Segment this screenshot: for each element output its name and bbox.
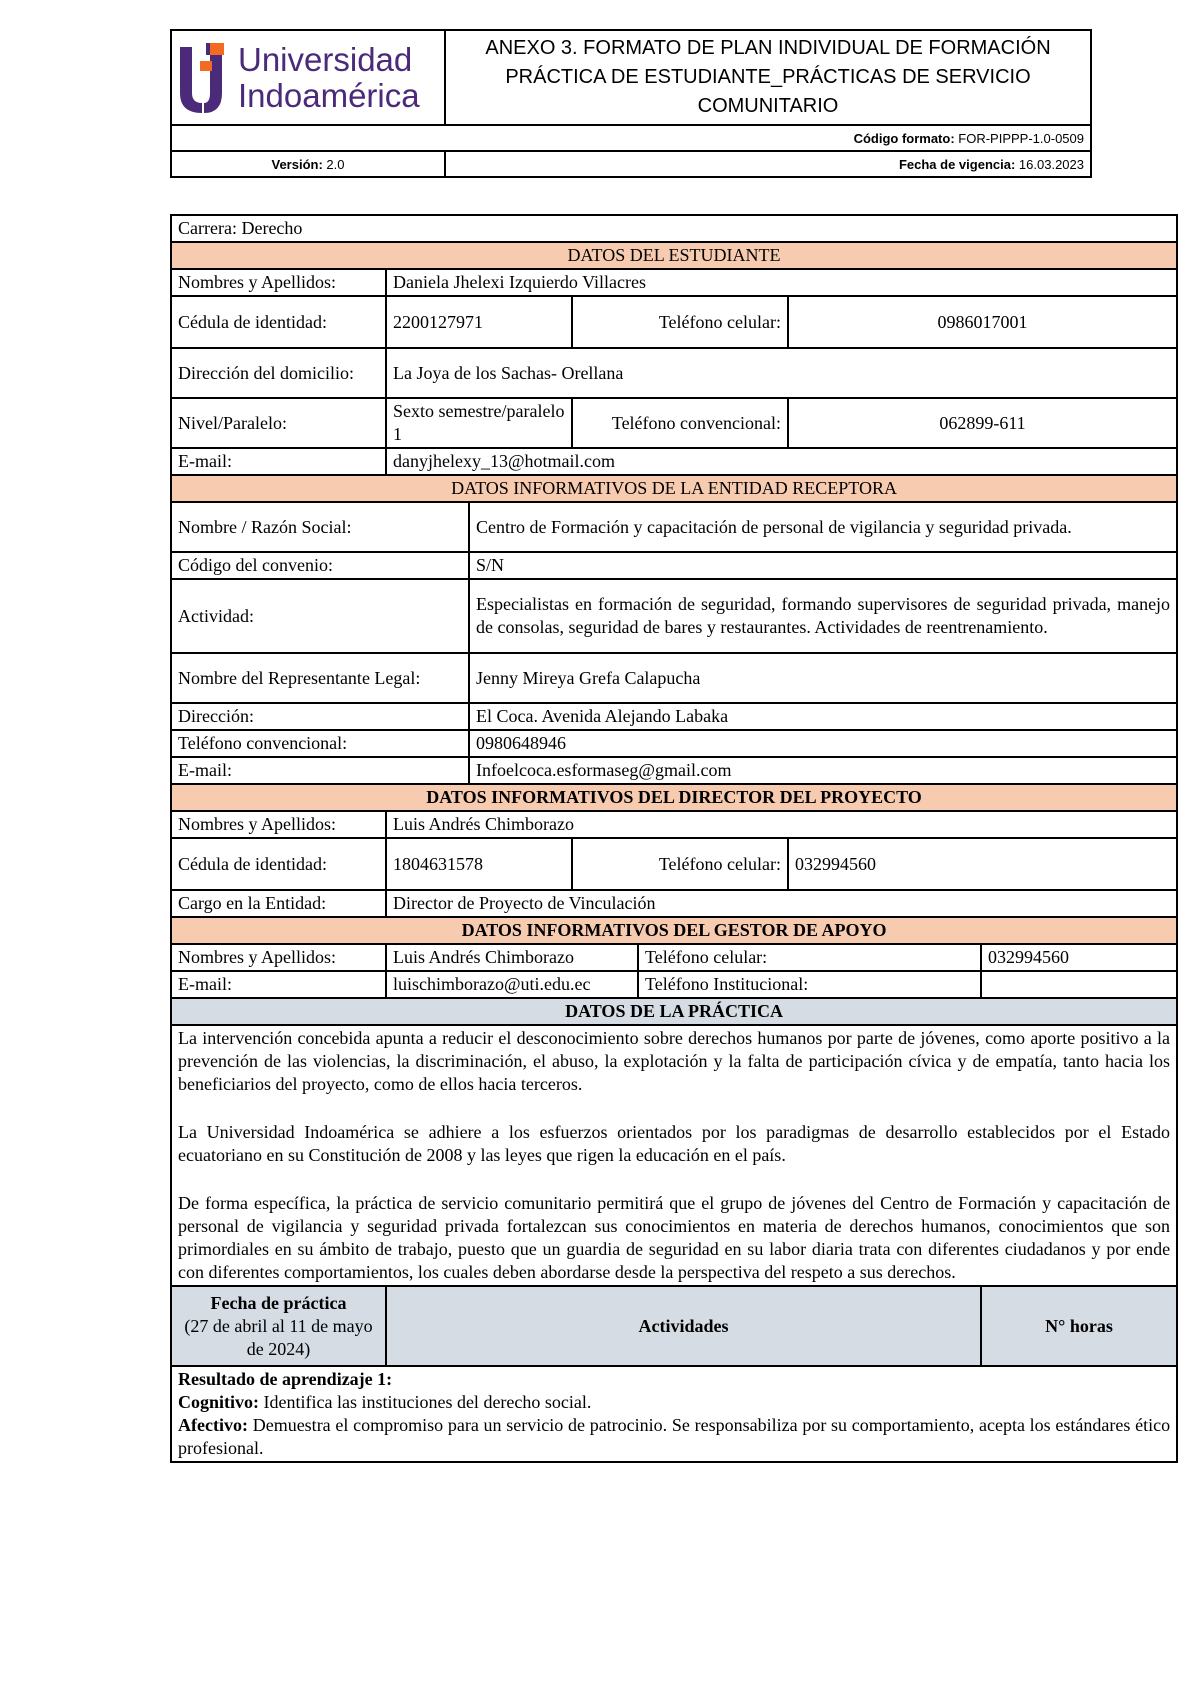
value-director-cargo: Director de Proyecto de Vinculación [386,890,1177,917]
label-direccion: Dirección del domicilio: [171,348,386,398]
section-estudiante: DATOS DEL ESTUDIANTE [171,242,1177,269]
university-name-line2: Indoamérica [238,76,420,114]
value-direccion: La Joya de los Sachas- Orellana [386,348,1177,398]
label-email-estudiante: E-mail: [171,448,386,475]
value-representante: Jenny Mireya Grefa Calapucha [469,653,1177,703]
practica-paragraph-3: De forma específica, la práctica de servicio comunitario permitirá que el grupo de jóvenes del Centro de Formación y capacitación de personal de vigilancia y seguridad privada fortalezcan sus conocimientos en materia de derechos humanos, conocimientos que son primordiales en su ámbito de trabajo, puesto que un guardia de seguridad en su labor diaria trata con diferentes ciudadanos y por ende con diferentes comportamientos, los cuales deben abordarse desde la perspectiva del respeto a sus derechos. [178,1193,1171,1282]
document-title: ANEXO 3. FORMATO DE PLAN INDIVIDUAL DE FORMACIÓN PRÁCTICA DE ESTUDIANTE_PRÁCTICAS DE SERVICIO COMUNITARIO [445,30,1091,125]
label-gestor-email: E-mail: [171,971,386,998]
logo-cell [171,30,445,125]
value-direccion-entidad: El Coca. Avenida Alejando Labaka [469,703,1177,730]
label-director-cargo: Cargo en la Entidad: [171,890,386,917]
label-representante: Nombre del Representante Legal: [171,653,469,703]
vigencia-label: Fecha de vigencia: [898,156,1016,172]
section-gestor: DATOS INFORMATIVOS DEL GESTOR DE APOYO [171,917,1177,944]
label-gestor-institucional: Teléfono Institucional: [638,971,981,998]
label-nivel: Nivel/Paralelo: [171,398,386,448]
label-cedula: Cédula de identidad: [171,296,386,348]
horas-header: N° horas [981,1286,1177,1366]
label-gestor-nombres: Nombres y Apellidos: [171,944,386,971]
label-convenio: Código del convenio: [171,552,469,579]
document-header [170,29,1092,178]
label-convencional: Teléfono convencional: [572,398,788,448]
vigencia-value: 16.03.2023 [1018,156,1084,172]
value-razon-social: Centro de Formación y capacitación de personal de vigilancia y seguridad privada. [469,502,1177,552]
actividades-header: Actividades [386,1286,981,1366]
section-director: DATOS INFORMATIVOS DEL DIRECTOR DEL PROYECTO [171,784,1177,811]
practica-description [171,1025,1177,1286]
label-actividad: Actividad: [171,579,469,653]
value-telefono-entidad: 0980648946 [469,730,1177,757]
version-value: 2.0 [326,156,345,172]
afectivo-line [178,1414,1170,1460]
practica-paragraph-2: La Universidad Indoamérica se adhiere a los esfuerzos orientados por los paradigmas de desarrollo establecidos por el Estado ecuatoriano en su Constitución de 2008 y las leyes que rigen la educación en el país. [178,1122,1171,1165]
cognitivo-line [178,1391,1170,1414]
version-label: Versión: [271,156,323,172]
section-entidad: DATOS INFORMATIVOS DE LA ENTIDAD RECEPTORA [171,475,1177,502]
value-gestor-nombres: Luis Andrés Chimborazo [386,944,638,971]
codigo-label: Código formato: [853,130,955,146]
cognitivo-value: Identifica las instituciones del derecho social. [263,1392,592,1412]
resultado-label: Resultado de aprendizaje 1: [178,1369,393,1389]
afectivo-label: Afectivo: [178,1415,248,1435]
label-telefono-entidad: Teléfono convencional: [171,730,469,757]
value-director-cedula: 1804631578 [386,838,572,890]
value-director-nombres: Luis Andrés Chimborazo [386,811,1177,838]
label-gestor-celular: Teléfono celular: [638,944,981,971]
value-director-celular: 032994560 [788,838,1177,890]
value-celular: 0986017001 [788,296,1177,348]
carrera: Carrera: Derecho [171,215,1177,242]
value-nombres: Daniela Jhelexi Izquierdo Villacres [386,269,1177,296]
afectivo-value: Demuestra el compromiso para un servicio de patrocinio. Se responsabiliza por su comportamiento, acepta los estándares ético profesional. [178,1415,1171,1458]
value-gestor-institucional [981,971,1177,998]
value-gestor-celular: 032994560 [981,944,1177,971]
label-nombres: Nombres y Apellidos: [171,269,386,296]
value-convenio: S/N [469,552,1177,579]
label-razon-social: Nombre / Razón Social: [171,502,469,552]
plan-form [170,214,1178,1463]
university-name-line1: Universidad [238,40,413,78]
value-actividad: Especialistas en formación de seguridad, formando supervisores de seguridad privada, manejo de consolas, seguridad de bares y restaurantes. Actividades de reentrenamiento. [469,579,1177,653]
fecha-practica-label: Fecha de práctica [210,1292,347,1313]
value-nivel: Sexto semestre/paralelo 1 [386,398,572,448]
label-director-cedula: Cédula de identidad: [171,838,386,890]
label-celular: Teléfono celular: [572,296,788,348]
value-email-estudiante: danyjhelexy_13@hotmail.com [386,448,1177,475]
section-practica: DATOS DE LA PRÁCTICA [171,998,1177,1025]
resultado-aprendizaje [171,1366,1177,1462]
fecha-vigencia [445,151,1091,177]
codigo-formato [171,125,1091,151]
label-direccion-entidad: Dirección: [171,703,469,730]
label-director-nombres: Nombres y Apellidos: [171,811,386,838]
codigo-value: FOR-PIPPP-1.0-0509 [958,130,1084,146]
cognitivo-label: Cognitivo: [178,1392,259,1412]
university-logo-icon [178,41,228,115]
practica-paragraph-1: La intervención concebida apunta a reducir el desconocimiento sobre derechos humanos por parte de jóvenes, como aporte positivo a la prevención de las violencias, la discriminación, el abuso, la explotación y la falta de participación cívica y de empatía, tanto hacia los beneficiarios del proyecto, como de ellos hacia terceros. [178,1028,1171,1094]
version [171,151,445,177]
fecha-practica-header [171,1286,386,1366]
value-cedula: 2200127971 [386,296,572,348]
label-director-celular: Teléfono celular: [572,838,788,890]
fecha-practica-range: (27 de abril al 11 de mayo de 2024) [184,1315,373,1359]
value-gestor-email: luischimborazo@uti.edu.ec [386,971,638,998]
label-email-entidad: E-mail: [171,757,469,784]
value-email-entidad: Infoelcoca.esformaseg@gmail.com [469,757,1177,784]
value-convencional: 062899-611 [788,398,1177,448]
